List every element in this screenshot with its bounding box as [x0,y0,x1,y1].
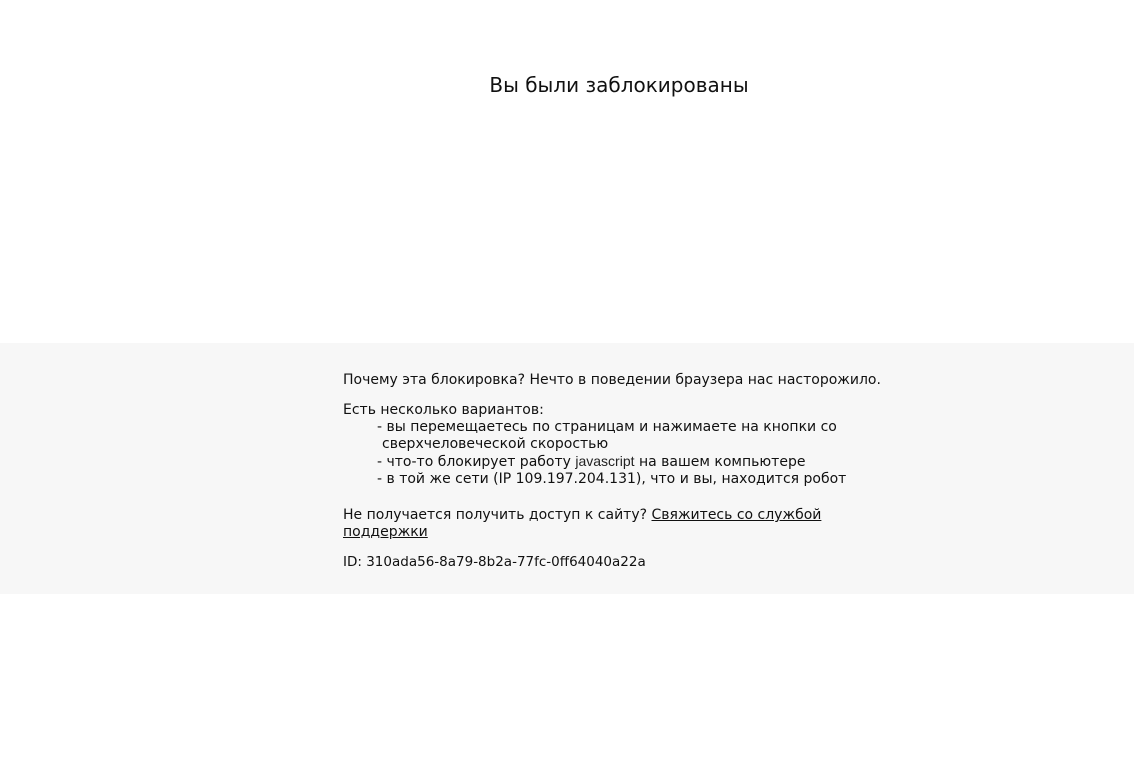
variant-js-suffix: на вашем компьютере [634,454,806,470]
variant-robot-text: - в той же сети (IP 109.197.204.131), что и вы, находится робот [377,471,847,487]
info-content [343,372,894,571]
variants-title: Есть несколько вариантов: [343,402,544,418]
variant-speed-line1: - вы перемещаетесь по страницам и нажимаете на кнопки со [377,419,837,435]
block-reason: Почему эта блокировка? Нечто в поведении браузера нас насторожило. [343,372,881,388]
request-id: ID: 310ada56-8a79-8b2a-77fc-0ff64040a22a [343,554,646,570]
variant-js-prefix: - что-то блокирует работу [377,454,576,470]
access-text: Не получается получить доступ к сайту? [343,507,652,523]
page-title: Вы были заблокированы [489,73,749,97]
access-help [343,507,894,541]
variant-item-javascript [343,453,894,471]
support-link[interactable]: Свяжитесь со службой поддержки [343,507,822,540]
javascript-word: javascript [575,453,635,469]
variant-item-robot [343,471,894,488]
info-section [0,343,1134,594]
variant-speed-line2: сверхчеловеческой скоростью [382,436,609,452]
variant-item-speed [343,419,894,453]
variants-list [343,419,894,488]
